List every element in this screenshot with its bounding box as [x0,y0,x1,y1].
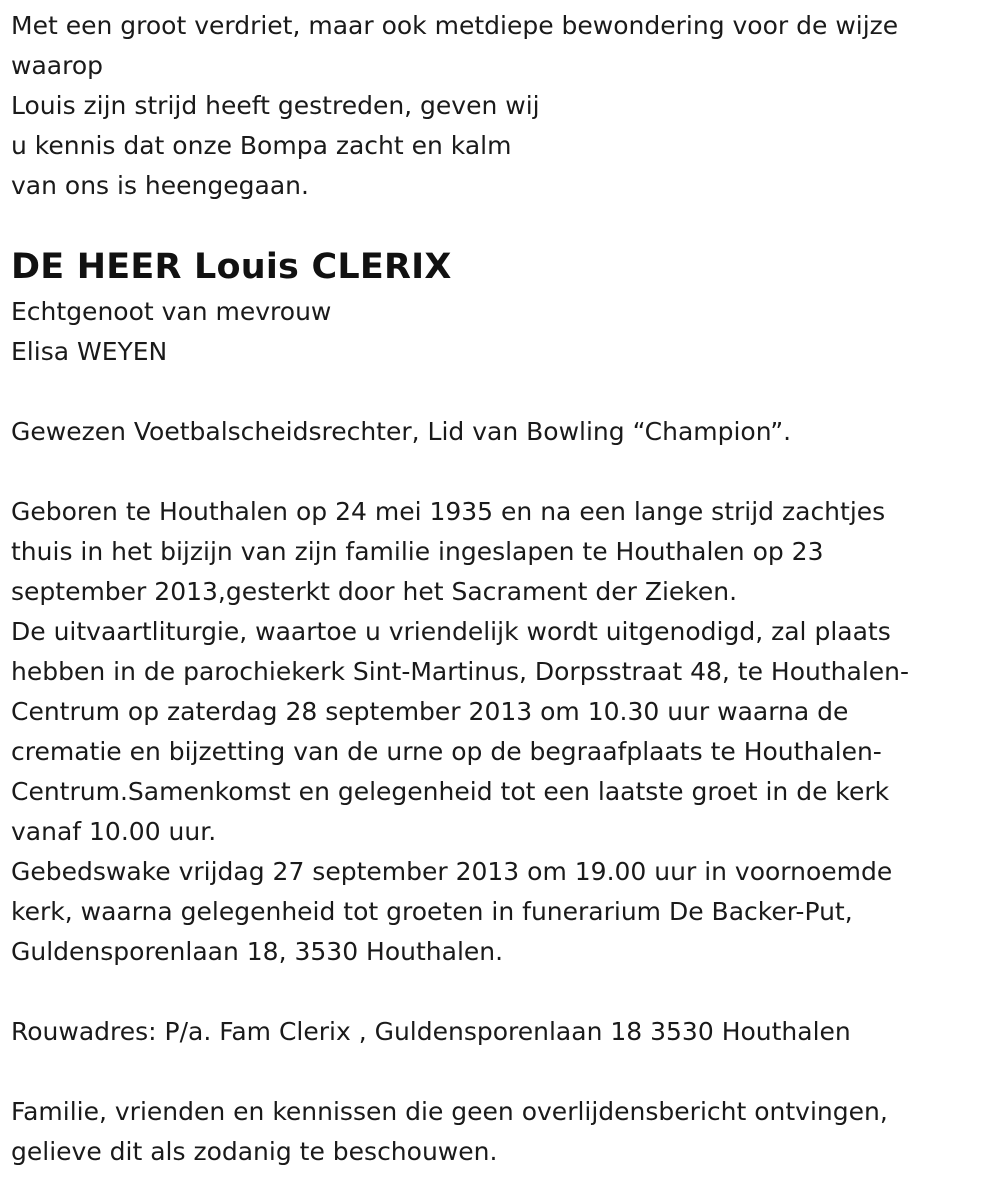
details-line: kerk, waarna gelegenheid tot groeten in funerarium De Backer-Put, [11,897,853,926]
details-line: september 2013,gesterkt door het Sacrament der Zieken. [11,577,738,606]
deceased-name: DE HEER Louis CLERIX [11,247,452,287]
details-line: hebben in de parochiekerk Sint-Martinus, Dorpsstraat 48, te Houthalen- [11,657,910,686]
address-line: Rouwadres: P/a. Fam Clerix , Guldensporenlaan 18 3530 Houthalen [11,1017,851,1046]
death-notice [11,6,986,1172]
details-line: Centrum.Samenkomst en gelegenheid tot een laatste groet in de kerk [11,777,890,806]
details-line: De uitvaartliturgie, waartoe u vriendelijk wordt uitgenodigd, zal plaats [11,617,891,646]
spouse-line: Echtgenoot van mevrouw [11,297,332,326]
intro-paragraph [11,6,986,206]
closing-line: Familie, vrienden en kennissen die geen overlijdensbericht ontvingen, [11,1097,888,1126]
spouse-paragraph [11,292,986,372]
intro-line: Met een groot verdriet, maar ook metdiepe bewondering voor de wijze [11,11,899,40]
spouse-line: Elisa WEYEN [11,337,168,366]
details-line: Gebedswake vrijdag 27 september 2013 om 19.00 uur in voornoemde [11,857,893,886]
occupation-line: Gewezen Voetbalscheidsrechter, Lid van Bowling “Champion”. [11,417,792,446]
occupation-paragraph [11,412,986,452]
closing-line: gelieve dit als zodanig te beschouwen. [11,1137,498,1166]
intro-line: waarop [11,51,103,80]
spacer [11,452,986,492]
intro-line: van ons is heengegaan. [11,171,309,200]
spacer [11,1052,986,1092]
intro-line: Louis zijn strijd heeft gestreden, geven wij [11,91,540,120]
details-line: Geboren te Houthalen op 24 mei 1935 en na een lange strijd zachtjes [11,497,886,526]
details-paragraph [11,492,986,972]
spacer [11,372,986,412]
intro-line: u kennis dat onze Bompa zacht en kalm [11,131,512,160]
details-line: Guldensporenlaan 18, 3530 Houthalen. [11,937,504,966]
spacer [11,972,986,1012]
details-line: vanaf 10.00 uur. [11,817,217,846]
details-line: Centrum op zaterdag 28 september 2013 om 10.30 uur waarna de [11,697,849,726]
address-paragraph [11,1012,986,1052]
details-line: thuis in het bijzijn van zijn familie ingeslapen te Houthalen op 23 [11,537,824,566]
closing-paragraph [11,1092,986,1172]
spacer [11,206,986,242]
details-line: crematie en bijzetting van de urne op de begraafplaats te Houthalen- [11,737,882,766]
